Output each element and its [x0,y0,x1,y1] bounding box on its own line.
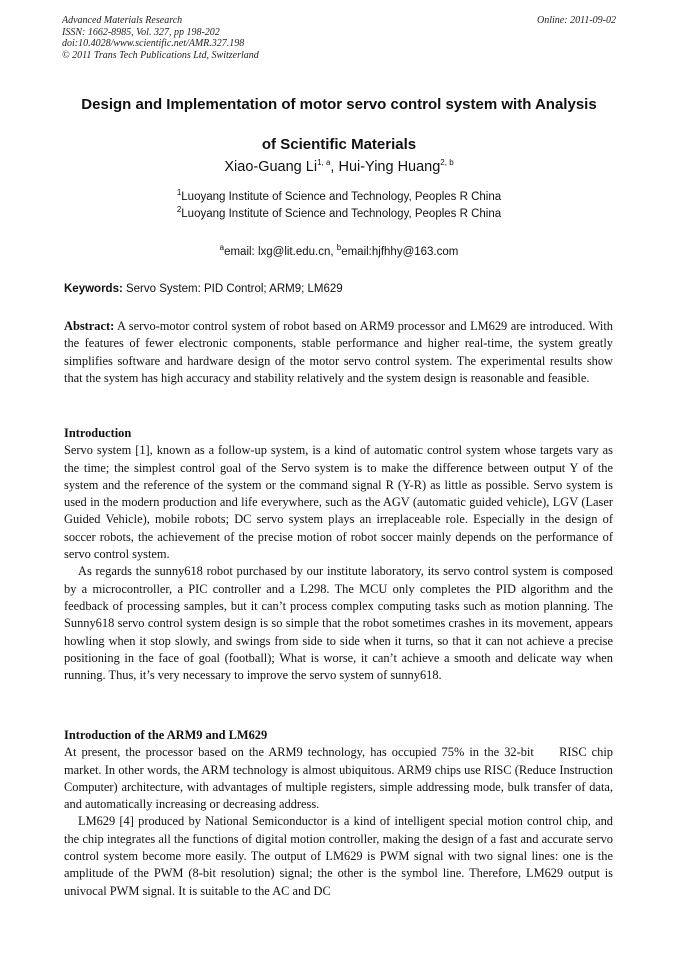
keywords-text: Servo System: PID Control; ARM9; LM629 [122,283,343,295]
arm-section-paragraph-1: At present, the processor based on the ARM9 technology, has occupied 75% in the 32-bit RISC chip market. In other words, the ARM technology is almost ubiquitous. ARM9 chips use RISC (Reduce Instruction Computer) architecture, with advantages of multiple registers, simple addressing mode, bulk transfer of data, and automatically increasing or decreasing address. [64,745,617,812]
abstract-text: A servo-motor control system of robot based on ARM9 processor and LM629 are introduced. With the features of fewer electronic components, stable performance and higher real-time, the system greatly simplifies software and hardware design of the motor servo control system. The experimental results show that the system has high accuracy and stability relatively and the system design is reasonable and feasible. [64,319,613,385]
section-arm9-lm629 [64,727,617,900]
section-introduction [64,425,613,684]
author-2-affiliation-mark: 2, b [440,158,454,168]
introduction-heading: Introduction [64,426,132,440]
email-b-mark: b [336,243,342,253]
email-a-mark: a [219,243,225,253]
doi-line: doi:10.4028/www.scientific.net/AMR.327.198 [62,38,245,49]
keywords-label: Keywords: [64,283,123,295]
author-1: Xiao-Guang Li [224,159,318,175]
abstract-paragraph [64,318,613,387]
affiliation-2-text: Luoyang Institute of Science and Technology, Peoples R China [181,208,502,220]
affiliations [40,189,638,223]
abstract-label: Abstract: [64,319,115,333]
author-list [40,157,638,177]
author-separator: , [330,159,339,175]
title-line-1: Design and Implementation of motor servo control system with Analysis [81,96,597,113]
copyright-line: © 2011 Trans Tech Publications Ltd, Switzerland [62,49,259,61]
introduction-paragraph-2: As regards the sunny618 robot purchased by our institute laboratory, its servo control system is composed by a microcontroller, a PIC controller and a L298. The MCU only completes the PID algorithm and the feedback of processing samples, but it can’t process complex computing tasks such as motion planning. The Sunny618 servo control system design is so simple that the robot sometimes crashes in its movement, appears howling when it stop slowly, and swings from side to side when it turns, so that it can not achieve a precise positioning in the face of goal (football); What is worse, it can’t achieve a smooth and delicate way when running. Thus, it’s very necessary to improve the servo system of sunny618. [64,564,613,683]
affiliation-2 [40,206,638,223]
affiliation-1-text: Luoyang Institute of Science and Technology, Peoples R China [181,191,502,203]
author-emails [40,244,638,260]
introduction-paragraph-1: Servo system [1], known as a follow-up system, is a kind of automatic control system whose targets vary as the time; the simplest control goal of the Servo system is to make the difference between output Y of the system and the reference of the system or the command signal R (Y-R) as little as possible. Servo system is used in the modern production and life everywhere, such as the AGV (automatic guided vehicle), LGV (Laser Guided Vehicle), mobile robots; DC servo system plays an irreplaceable role. Especially in the design of soccer robots, the achievement of the precise motion of robot soccer mainly depends on the performance of servo control system. [64,443,613,562]
affiliation-1-mark: 1 [176,188,182,198]
journal-header [62,15,616,61]
author-1-affiliation-mark: 1, a [317,158,331,168]
arm-section-paragraph-2: LM629 [4] produced by National Semiconductor is a kind of intelligent special motion control chip, and the chip integrates all the functions of digital motion controller, making the design of a fast and accurate servo control system become more easily. The output of LM629 is PWM signal with two signal lines: one is the amplitude of the PWM (8-bit resolution) signal; the other is the symbol line. Therefore, LM629 output is univocal PWM signal. It is suitable to the AC and DC [64,814,613,898]
title-line-2: of Scientific Materials [261,136,417,153]
abstract [64,318,613,387]
email-a: email: lxg@lit.edu.cn, [224,246,337,258]
email-b: email:hjfhhy@163.com [341,246,459,258]
affiliation-2-mark: 2 [176,205,182,215]
online-date: Online: 2011-09-02 [537,15,616,26]
affiliation-1 [40,189,638,206]
keywords [64,281,616,297]
issn-line: ISSN: 1662-8985, Vol. 327, pp 198-202 [62,26,220,38]
journal-name: Advanced Materials Research [62,15,183,26]
arm-section-heading: Introduction of the ARM9 and LM629 [64,728,268,742]
author-2: Hui-Ying Huang [338,159,441,175]
